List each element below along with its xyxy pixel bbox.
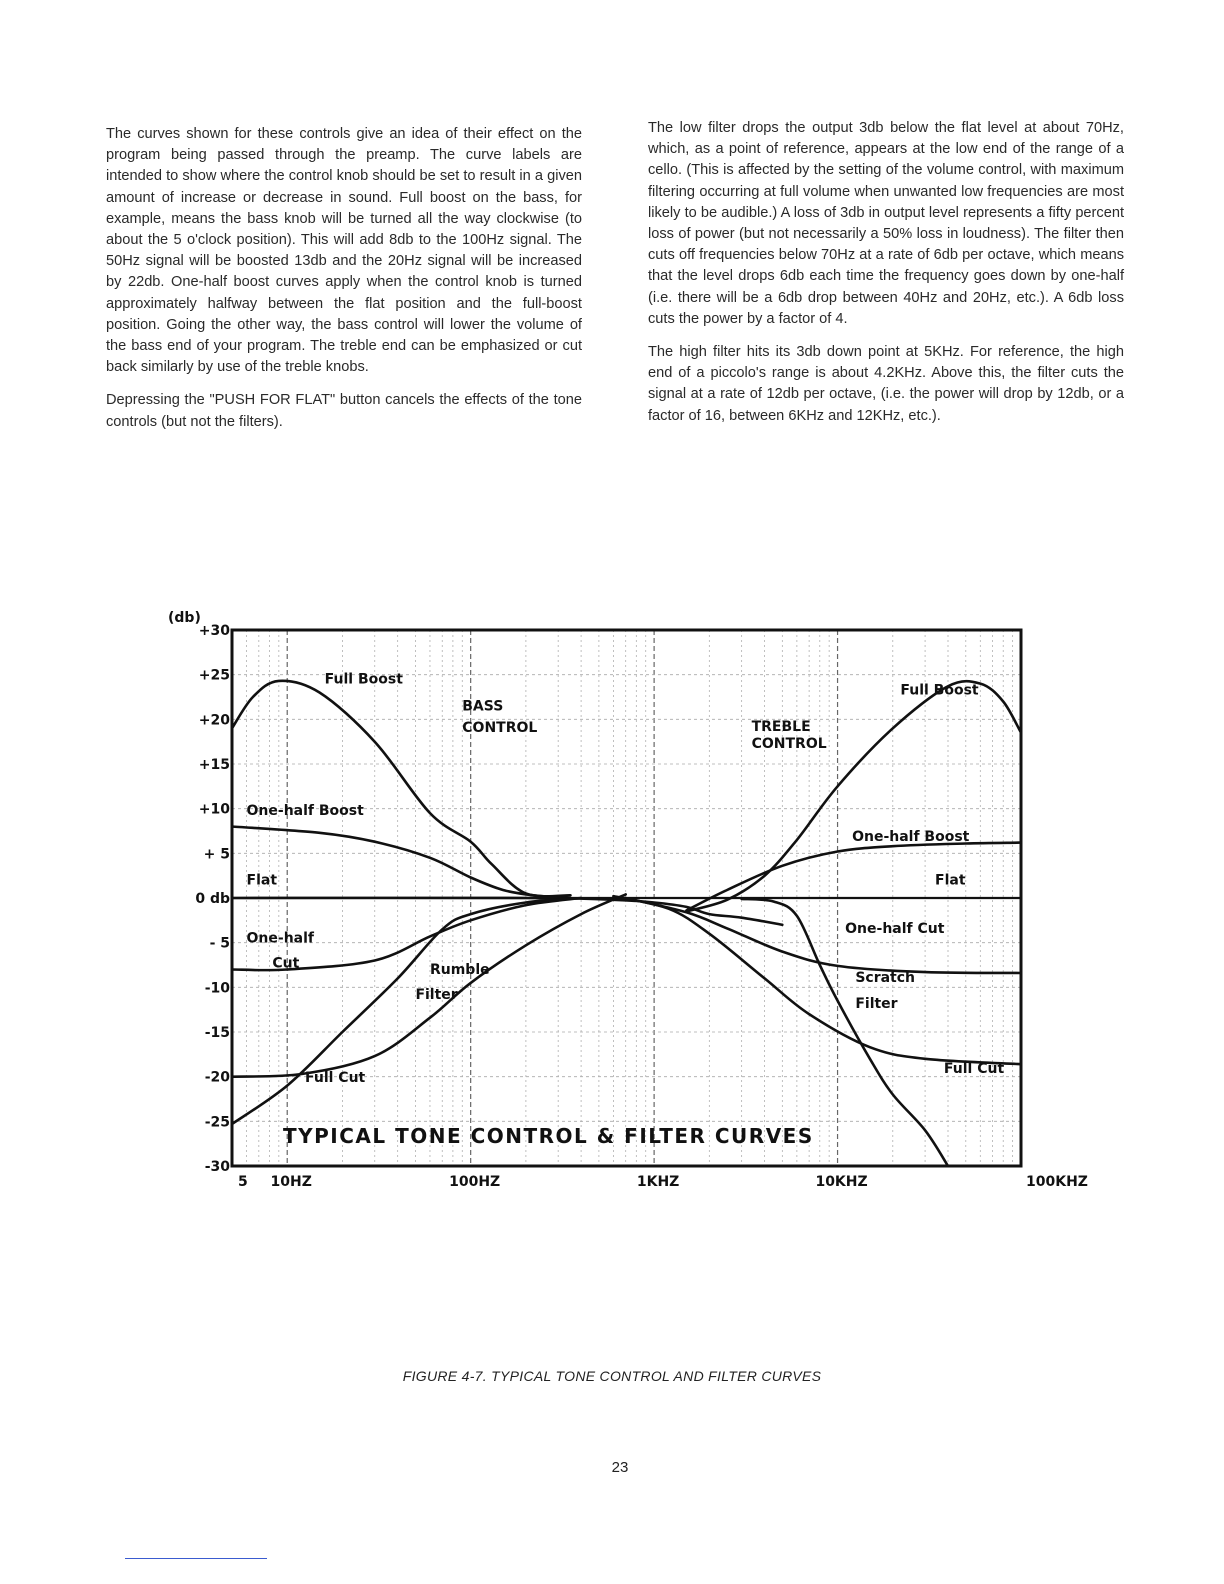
curve-treble-one-half-boost — [686, 843, 1021, 911]
curve-annotation: BASS — [462, 698, 504, 715]
y-tick-label: -20 — [204, 1069, 230, 1086]
y-tick-label: -15 — [204, 1025, 230, 1041]
curve-annotation: Flat — [935, 872, 966, 889]
chart-ticks — [195, 623, 1088, 1190]
curve-treble-full-cut — [613, 896, 1021, 1064]
curve-annotation: One-half Cut — [845, 920, 945, 937]
y-tick-label: +30 — [198, 623, 230, 639]
curve-annotation: TREBLE — [751, 718, 811, 735]
x-tick-label: 10KHZ — [815, 1174, 868, 1190]
x-tick-label: 5 — [238, 1174, 248, 1190]
y-tick-label: -25 — [204, 1114, 230, 1131]
curve-annotation: Rumble — [429, 961, 490, 978]
curve-annotation: One-half Boost — [246, 802, 364, 819]
page-number: 23 — [611, 1459, 629, 1476]
y-tick-label: + 5 — [203, 846, 230, 863]
curve-bass-one-half-boost — [232, 827, 571, 899]
footer-rule — [125, 1558, 267, 1559]
curve-bass-full-cut — [232, 894, 626, 1076]
curve-bass-full-boost — [232, 681, 571, 897]
curve-annotation: Full Boost — [324, 671, 403, 688]
curve-annotation: CONTROL — [462, 719, 538, 736]
y-tick-label: -10 — [204, 980, 230, 997]
curve-annotation: Full Boost — [900, 682, 979, 699]
x-tick-label: 100KHZ — [1026, 1174, 1088, 1190]
paragraph: The high filter hits its 3db down point at 5KHz. For reference, the high end of a piccolo's range is about 4.2KHz. Above this, the filter cuts the signal at a rate of 12db per octave, (i.e. the power will drop by 12db, or a factor of 16, between 6KHz and 12KHz, etc.). — [648, 344, 1124, 424]
curve-annotation: One-half — [246, 930, 315, 947]
curve-annotation: Filter — [855, 995, 898, 1012]
chart-title: TYPICAL TONE CONTROL & FILTER CURVES — [283, 1124, 814, 1148]
curve-annotation: Flat — [246, 872, 278, 889]
curve-flat — [232, 898, 782, 925]
x-tick-label: 100HZ — [449, 1174, 501, 1190]
paragraph: The curves shown for these controls give an idea of their effect on the program being passed through the preamp. The curve labels are intended to show where the control knob should be set to result in a given amount of increase or decrease in sound. Full boost on the bass, for example, means the bass knob will be turned all the way clockwise (to about the 5 o'clock position). This will add 8db to the 100Hz signal. The 50Hz signal will be boosted 13db and the 20Hz signal will be increased by 22db. One-half boost curves apply when the control knob is turned approximately halfway between the flat position and the full-boost position. Going the other way, the bass control will lower the volume of the bass end of your program. The treble end can be emphasized or cut back similarly by use of the treble knobs. — [106, 126, 582, 376]
y-tick-label: 0 db — [195, 891, 230, 907]
y-tick-label: +25 — [198, 667, 230, 684]
curve-annotation: Cut — [272, 955, 300, 972]
curve-annotation: Full Cut — [943, 1061, 1005, 1078]
paragraph: The low filter drops the output 3db below the flat level at about 70Hz, which, as a point of reference, appears at the low end of the range of a cello. (This is affected by the setting of the volume control, with maximum filtering occurring at full volume when unwanted low frequencies are most likely to be audible.) A loss of 3db in output level represents a fifty percent loss of power (but not necessarily a 50% loss in loudness). The filter then cuts off frequencies below 70Hz at a rate of 6db per octave, which means that the level drops 6db each time the frequency goes down by one-half (i.e. there will be a 6db drop between 40Hz and 20Hz, etc.). A 6db loss cuts the power by a factor of 4. — [648, 120, 1124, 327]
y-tick-label: +20 — [198, 712, 230, 729]
y-tick-label: +10 — [198, 801, 230, 818]
curve-treble-one-half-cut — [626, 898, 1021, 973]
curve-treble-full-boost — [686, 681, 1021, 911]
curve-annotation: One-half Boost — [852, 828, 970, 845]
figure-caption: FIGURE 4-7. TYPICAL TONE CONTROL AND FILTER CURVES — [402, 1368, 822, 1384]
curve-annotation: Filter — [415, 986, 458, 1003]
y-tick-label: +15 — [198, 757, 230, 773]
curve-annotation: Scratch — [855, 969, 916, 986]
y-tick-label: - 5 — [209, 935, 230, 952]
paragraph: Depressing the "PUSH FOR FLAT" button cancels the effects of the tone controls (but not the filters). — [106, 392, 582, 430]
chart-annotations — [247, 672, 1005, 1086]
curve-annotation: Full Cut — [304, 1070, 366, 1087]
x-tick-label: 10HZ — [270, 1174, 312, 1190]
y-axis-label: (db) — [168, 610, 201, 626]
curve-annotation: CONTROL — [751, 735, 827, 752]
x-tick-label: 1KHZ — [636, 1174, 680, 1190]
y-tick-label: -30 — [204, 1159, 230, 1175]
